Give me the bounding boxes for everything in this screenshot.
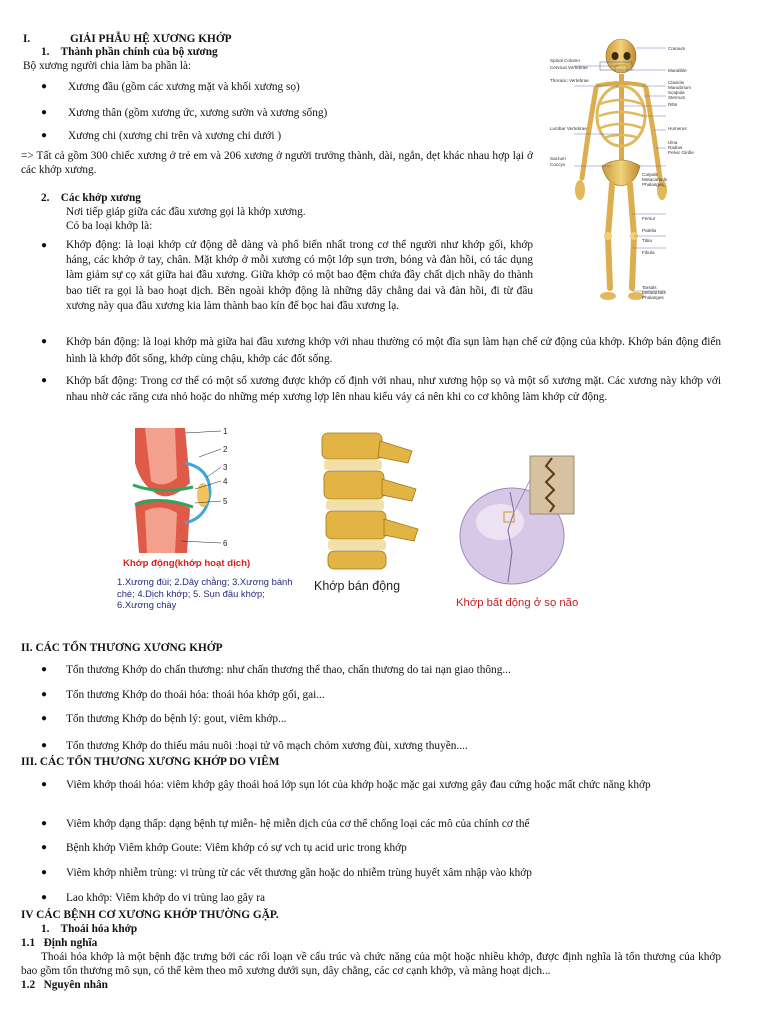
- bullet-icon: ●: [41, 740, 48, 751]
- skeleton-label: Mandible: [668, 68, 687, 73]
- skeleton-label: Cranium: [668, 46, 686, 51]
- skeleton-label: Ribs: [668, 102, 678, 107]
- list-item: Tổn thương Khớp do bệnh lý: gout, viêm khớp...: [66, 713, 287, 725]
- bone-count-summary: => Tất cả gồm 300 chiếc xương ở trẻ em và 206 xương ở người trưởng thành, dài, ngắn, dẹt khác nhau hợp lại ở các khớp xương.: [21, 150, 533, 176]
- skeleton-label: Sacrum: [550, 156, 566, 161]
- list-item: Xương đầu (gồm các xương mặt và khối xương sọ): [68, 81, 300, 93]
- skeleton-label: Phalanges: [642, 182, 664, 187]
- skeleton-label: Scapula: [668, 90, 685, 95]
- skeleton-label: Tarsals: [642, 285, 657, 290]
- section-4-title: IV CÁC BỆNH CƠ XƯƠNG KHỚP THƯỜNG GẶP.: [21, 909, 279, 921]
- skeleton-label: Fibula: [642, 250, 655, 255]
- joint-type-immovable: Khớp bất động: Trong cơ thể có một số xương được khớp cố định với nhau, như xương hộp sọ và một số xương mặt. Các xương này khớp với nhau nhờ các răng cưa nhỏ hoặc do những mép xương lợp lên nhau kiểu vảy cá nên khi co cơ không làm khớp cử động.: [66, 375, 721, 403]
- skeleton-label: Thoracic Vertebrae: [550, 78, 589, 83]
- skeleton-label: Lumbar Vertebrae: [550, 126, 587, 131]
- bullet-icon: ●: [41, 664, 48, 675]
- skeleton-label: Metatarsals: [642, 290, 666, 295]
- bullet-icon: ●: [41, 130, 48, 141]
- subsection-4-1-heading: 1. Thoái hóa khớp: [41, 923, 138, 935]
- section-1-title: GIẢI PHẪU HỆ XƯƠNG KHỚP: [70, 33, 232, 45]
- bullet-icon: ●: [41, 107, 48, 118]
- skeleton-label: Patella: [642, 228, 657, 233]
- skeleton-image: [544, 36, 724, 308]
- knee-number-label: 6: [223, 539, 228, 548]
- bullet-icon: ●: [41, 375, 48, 386]
- list-item: Viêm khớp nhiễm trùng: vi trùng từ các vết thương gần hoặc do nhiễm trùng huyết xâm nhập vào khớp: [66, 867, 532, 879]
- list-item: Tổn thương Khớp do thoái hóa: thoái hóa khớp gối, gai...: [66, 689, 325, 701]
- subsection-2-heading: 2. Các khớp xương: [41, 192, 141, 204]
- bullet-icon: ●: [41, 713, 48, 724]
- spine-joint-figure: [312, 423, 430, 603]
- joint-type-movable: Khớp động: là loại khớp cử động dễ dàng và phổ biến nhất trong cơ thể người như khớp gối, khớp háng, các khớp ở tay, chân. Mặt khớp ở mỗi xương có một lớp sụn trơn, bóng và đàn hồi, có tác dụng làm giảm sự cọ xát giữa hai đầu xương. Giữa khớp có một bao đệm chứa đầy chất dịch nhầy do thành bao tiết ra gọi là bao hoạt dịch. Bên ngoài khớp động là những dây chằng dai và đàn hồi, đi từ đầu xương này qua đầu xương kia làm thành bao kín để bọc hai đầu xương lạ.: [66, 239, 533, 312]
- knee-number-label: 1: [223, 427, 228, 436]
- knee-figure-title: Khớp động(khớp hoạt dịch): [123, 558, 251, 569]
- skeleton-label: Pelvic Girdle: [668, 150, 694, 155]
- skeleton-label: Sternum: [668, 95, 686, 100]
- vertebrae-image: [312, 423, 430, 573]
- list-item: Tổn thương Khớp do thiếu máu nuôi :hoại tử vô mạch chỏm xương đùi, xương thuyền....: [66, 740, 468, 752]
- bullet-icon: ●: [41, 842, 48, 853]
- bullet-icon: ●: [41, 689, 48, 700]
- skeleton-intro: Bộ xương người chia làm ba phần là:: [23, 60, 192, 72]
- skeleton-label: Femur: [642, 216, 656, 221]
- bullet-icon: ●: [41, 892, 48, 903]
- bullet-icon: ●: [41, 81, 48, 92]
- skeleton-label: Radius: [668, 145, 683, 150]
- list-item: Xương chi (xương chi trên và xương chi dưới ): [68, 130, 282, 142]
- skeleton-label: Manubrium: [668, 85, 691, 90]
- skeleton-label: Humerus: [668, 126, 687, 131]
- knee-joint-figure: [115, 423, 305, 615]
- skeleton-label: Ulna: [668, 140, 678, 145]
- knee-number-label: 4: [223, 477, 228, 486]
- skeleton-figure: [544, 36, 724, 308]
- skeleton-label: Carpals: [642, 172, 658, 177]
- joint-types-intro: Có ba loại khớp là:: [66, 220, 153, 232]
- skeleton-label: Clavicle: [668, 80, 685, 85]
- skeleton-label: Spinal Column: [550, 58, 580, 63]
- section-3-title: III. CÁC TỔN THƯƠNG XƯƠNG KHỚP DO VIÊM: [21, 756, 280, 768]
- subsection-1-heading: 1. Thành phần chính của bộ xương: [41, 46, 218, 58]
- list-item: Lao khớp: Viêm khớp do vi trùng lao gây ra: [66, 892, 265, 904]
- bullet-icon: ●: [41, 240, 48, 251]
- osteoarthritis-definition: Thoái hóa khớp là một bệnh đặc trưng bởi các rối loạn về cấu trúc và chức năng của một hoặc nhiều khớp, được định nghĩa là tổn thương của khớp bao gồm tổn thương mô sụn, có thể kèm theo mô xương dưới sụn, dây chằng, các cơ cạnh khớp, và màng hoạt dịch...: [21, 951, 721, 977]
- heading-1-2: 1.2 Nguyên nhân: [21, 979, 108, 991]
- section-2-title: II. CÁC TỔN THƯƠNG XƯƠNG KHỚP: [21, 642, 223, 654]
- knee-figure-caption: 1.Xương đùi; 2.Dây chằng; 3.Xương bánh chè; 4.Dịch khớp; 5. Sụn đầu khớp; 6.Xương chày: [117, 576, 293, 610]
- list-item: Viêm khớp thoái hóa: viêm khớp gây thoái hoá lớp sụn lót của khớp hoặc mặc gai xương gây đau cứng hoặc mất chức năng khớp: [66, 779, 651, 791]
- knee-number-label: 3: [223, 463, 228, 472]
- joint-definition: Nơi tiếp giáp giữa các đầu xương gọi là khớp xương.: [66, 206, 306, 218]
- joint-type-semi-movable: Khớp bán động: là loại khớp mà giữa hai đầu xương khớp với nhau thường có một đĩa sụn làm hạn chế cử động của khớp. Khớp bán động điển hình là khớp đốt sống, khớp cùng chậu, khớp các đốt sống.: [66, 336, 721, 365]
- skeleton-label: Phalanges: [642, 295, 664, 300]
- bullet-icon: ●: [41, 336, 48, 347]
- skull-figure-label: Khớp bất động ở sọ não: [456, 597, 579, 609]
- skeleton-label: Cervical Vertebrae: [550, 65, 588, 70]
- list-item: Tổn thương Khớp do chấn thương: như chấn thương thể thao, chấn thương do tai nạn giao thông...: [66, 664, 511, 676]
- skeleton-label: Metacarpals: [642, 177, 668, 182]
- skeleton-label: Coccyx: [550, 162, 566, 167]
- section-1-number: I.: [23, 33, 31, 45]
- skull-image: [450, 452, 600, 592]
- bullet-icon: ●: [41, 818, 48, 829]
- knee-number-label: 2: [223, 445, 228, 454]
- spine-figure-label: Khớp bán động: [314, 579, 401, 593]
- bullet-icon: ●: [41, 779, 48, 790]
- heading-1-1: 1.1 Định nghĩa: [21, 937, 98, 949]
- skeleton-label: Tibia: [642, 238, 652, 243]
- list-item: Xương thân (gồm xương ức, xương sườn và xương sống): [68, 107, 328, 119]
- list-item: Viêm khớp dạng thấp: dạng bệnh tự miễn- hệ miễn dịch của cơ thể chống loại các mô của chính cơ thể: [66, 818, 530, 830]
- skull-joint-figure: [450, 452, 600, 614]
- bullet-icon: ●: [41, 867, 48, 878]
- list-item: Bệnh khớp Viêm khớp Goute: Viêm khớp có sự vch tụ acid uric trong khớp: [66, 842, 407, 854]
- knee-number-label: 5: [223, 497, 228, 506]
